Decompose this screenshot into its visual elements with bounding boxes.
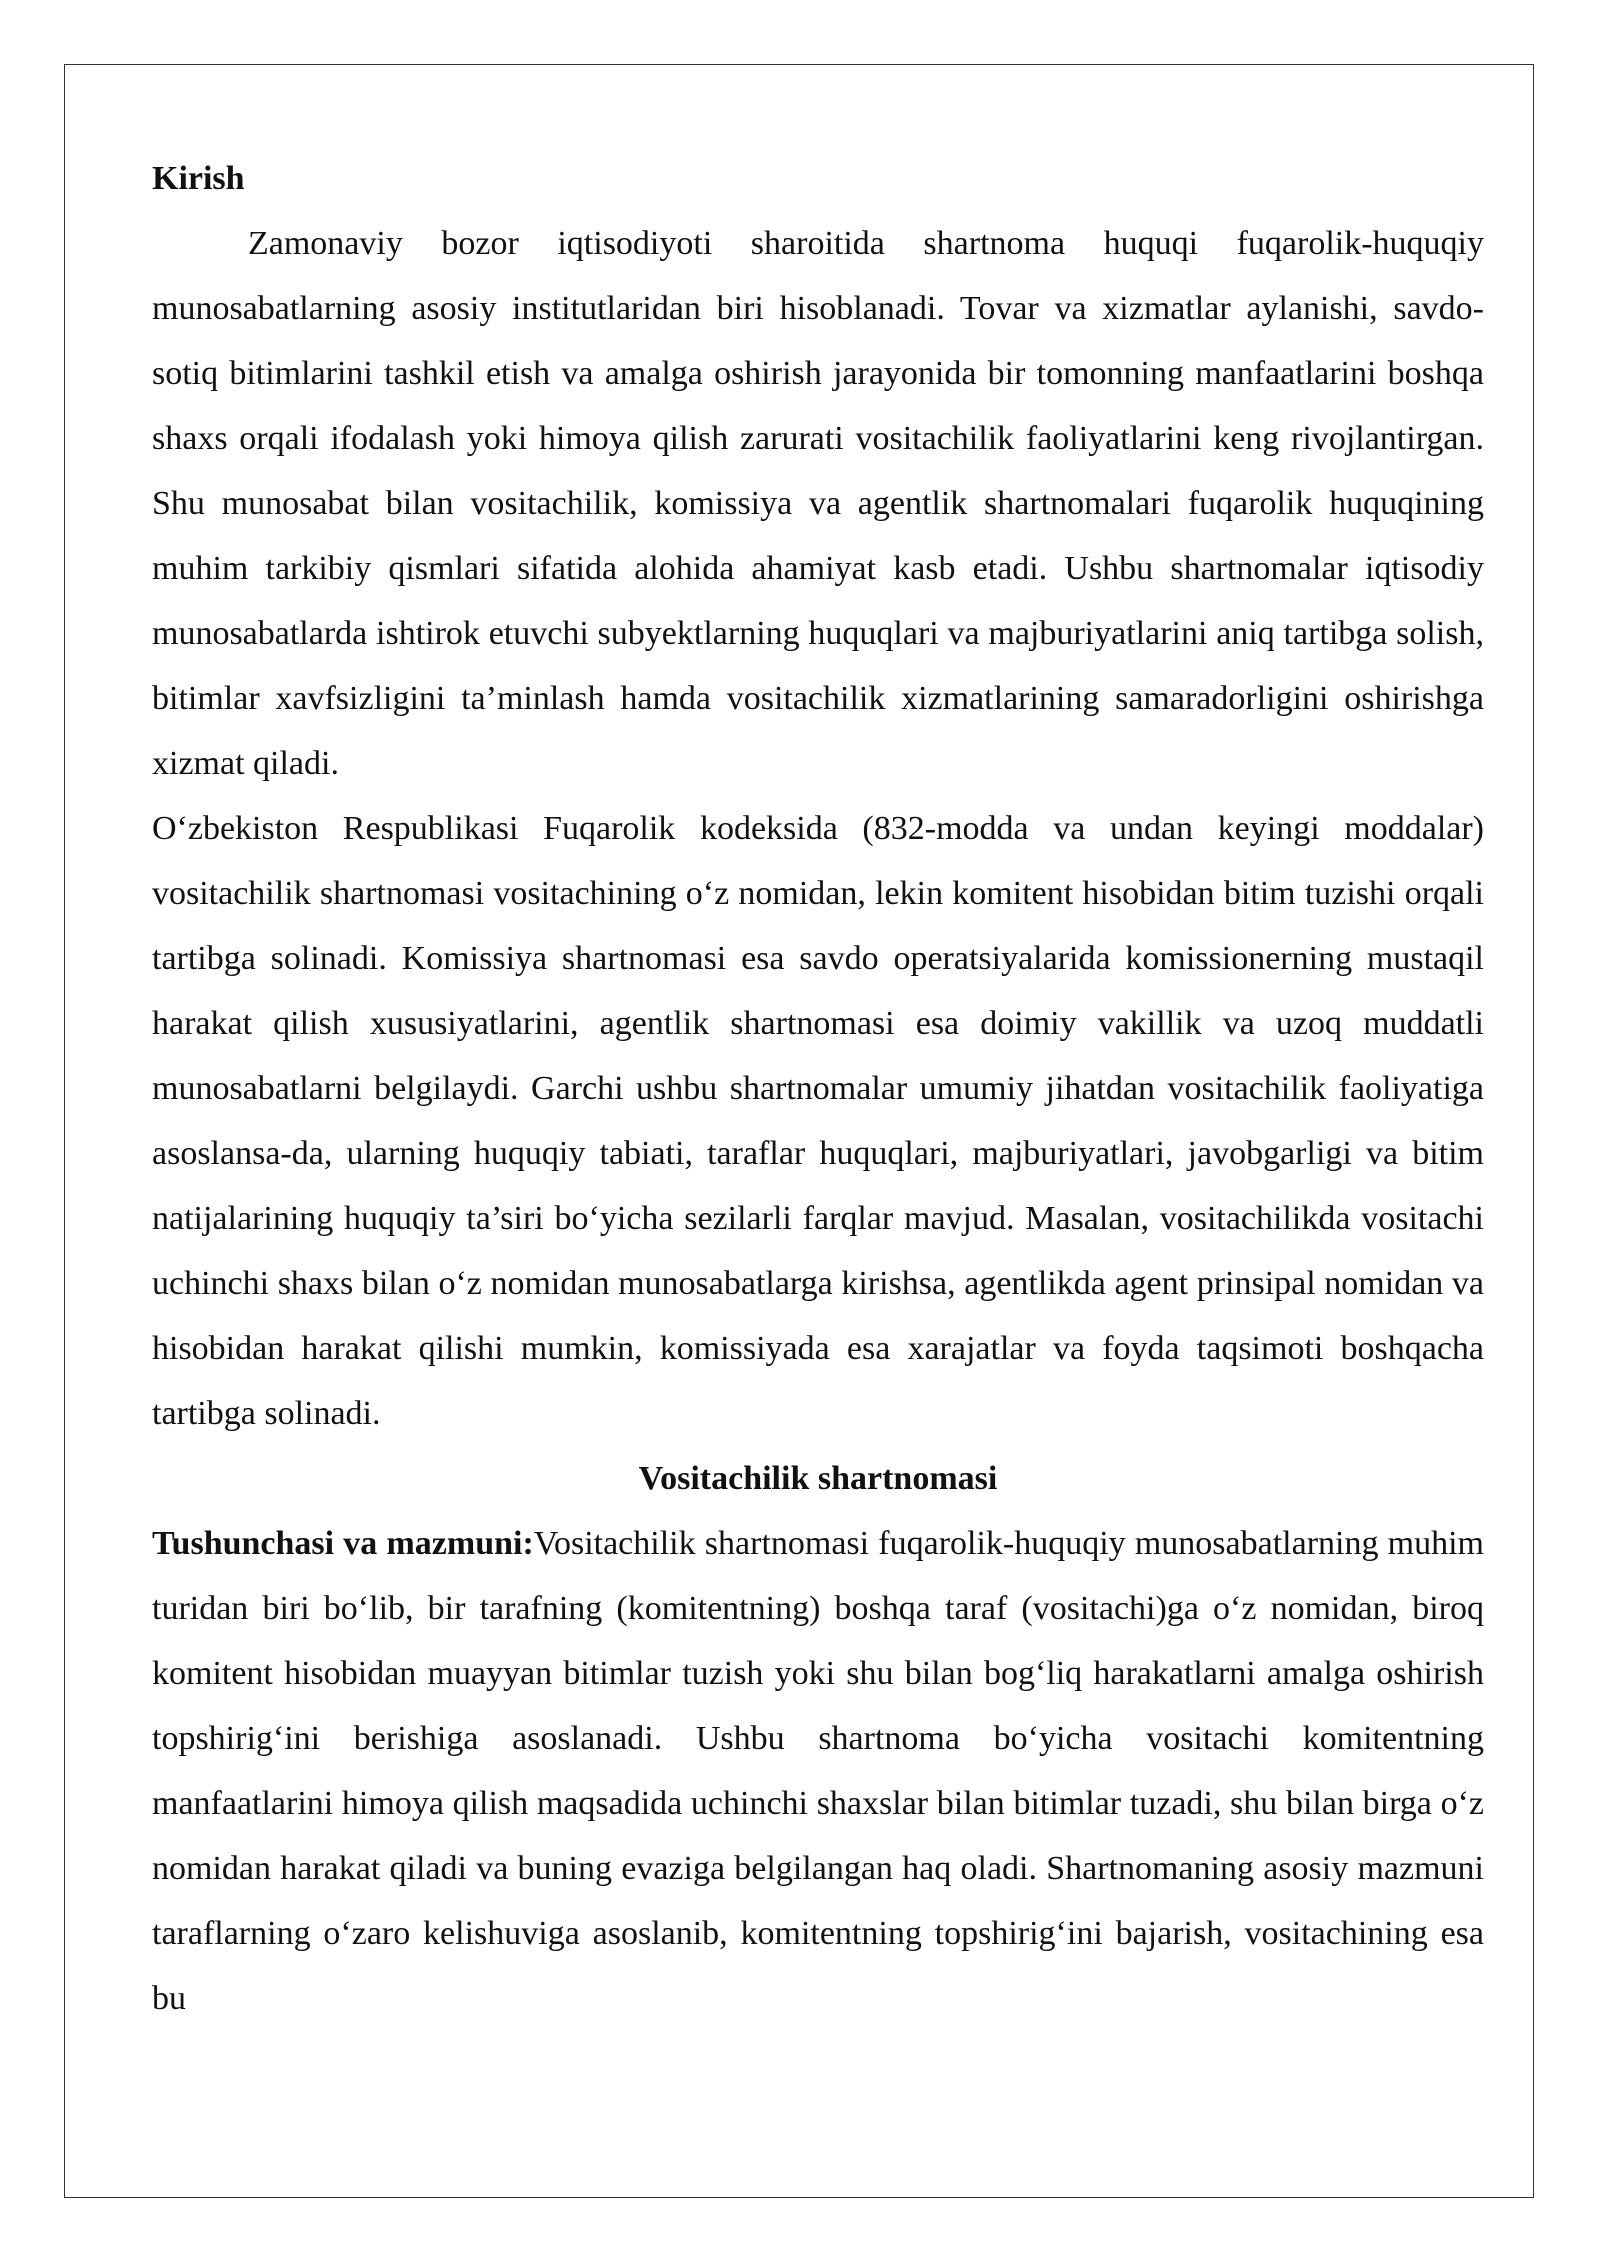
section-heading: Vositachilik shartnomasi — [638, 1460, 998, 1497]
section-term: Tushunchasi va mazmuni: — [152, 1525, 534, 1562]
intro-paragraph-2: O‘zbekiston Respublikasi Fuqarolik kodeksida (832-modda va undan keyingi moddalar) vositachilik shartnomasi vositachining o‘z nomidan, lekin komitent hisobidan bitim tuzishi orqali tartibga solinadi. Komissiya shartnomasi esa savdo operatsiyalarida komissionerning mustaqil harakat qilish xususiyatlarini, agentlik shartnomasi esa doimiy vakillik va uzoq muddatli munosabatlarni belgilaydi. Garchi ushbu shartnomalar umumiy jihatdan vositachilik faoliyatiga asoslansa-da, ularning huquqiy tabiati, taraflar huquqlari, majburiyatlari, javobgarligi va bitim natijalarining huquqiy ta’siri bo‘yicha sezilarli farqlar mavjud. Masalan, vositachilikda vositachi uchinchi shaxs bilan o‘z nomidan munosabatlarga kirishsa, agentlikda agent prinsipal nomidan va hisobidan harakat qilishi mumkin, komissiyada esa xarajatlar va foyda taqsimoti boshqacha tartibga solinadi. — [152, 810, 1484, 1432]
document-body — [152, 146, 1484, 2031]
intro-paragraph-1: Zamonaviy bozor iqtisodiyoti sharoitida shartnoma huquqi fuqarolik-huquqiy munosabatlarning asosiy institutlaridan biri hisoblanadi. Tovar va xizmatlar aylanishi, savdo-sotiq bitimlarini tashkil etish va amalga oshirish jarayonida bir tomonning manfaatlarini boshqa shaxs orqali ifodalash yoki himoya qilish zarurati vositachilik faoliyatlarini keng rivojlantirgan. Shu munosabat bilan vositachilik, komissiya va agentlik shartnomalari fuqarolik huquqining muhim tarkibiy qismlari sifatida alohida ahamiyat kasb etadi. Ushbu shartnomalar iqtisodiy munosabatlarda ishtirok etuvchi subyektlarning huquqlari va majburiyatlarini aniq tartibga solish, bitimlar xavfsizligini ta’minlash hamda vositachilik xizmatlarining samaradorligini oshirishga xizmat qiladi. — [152, 225, 1484, 782]
section-paragraph-block — [152, 1511, 1484, 2031]
intro-heading: Kirish — [152, 160, 245, 197]
section-paragraph: Vositachilik shartnomasi fuqarolik-huquqiy munosabatlarning muhim turidan biri bo‘lib, bir tarafning (komitentning) boshqa taraf (vositachi)ga o‘z nomidan, biroq komitent hisobidan muayyan bitimlar tuzish yoki shu bilan bog‘liq harakatlarni amalga oshirish topshirig‘ini berishiga asoslanadi. Ushbu shartnoma bo‘yicha vositachi komitentning manfaatlarini himoya qilish maqsadida uchinchi shaxslar bilan bitimlar tuzadi, shu bilan birga o‘z nomidan harakat qiladi va buning evaziga belgilangan haq oladi. Shartnomaning asosiy mazmuni taraflarning o‘zaro kelishuviga asoslanib, komitentning topshirig‘ini bajarish, vositachining esa bu — [152, 1525, 1484, 2017]
